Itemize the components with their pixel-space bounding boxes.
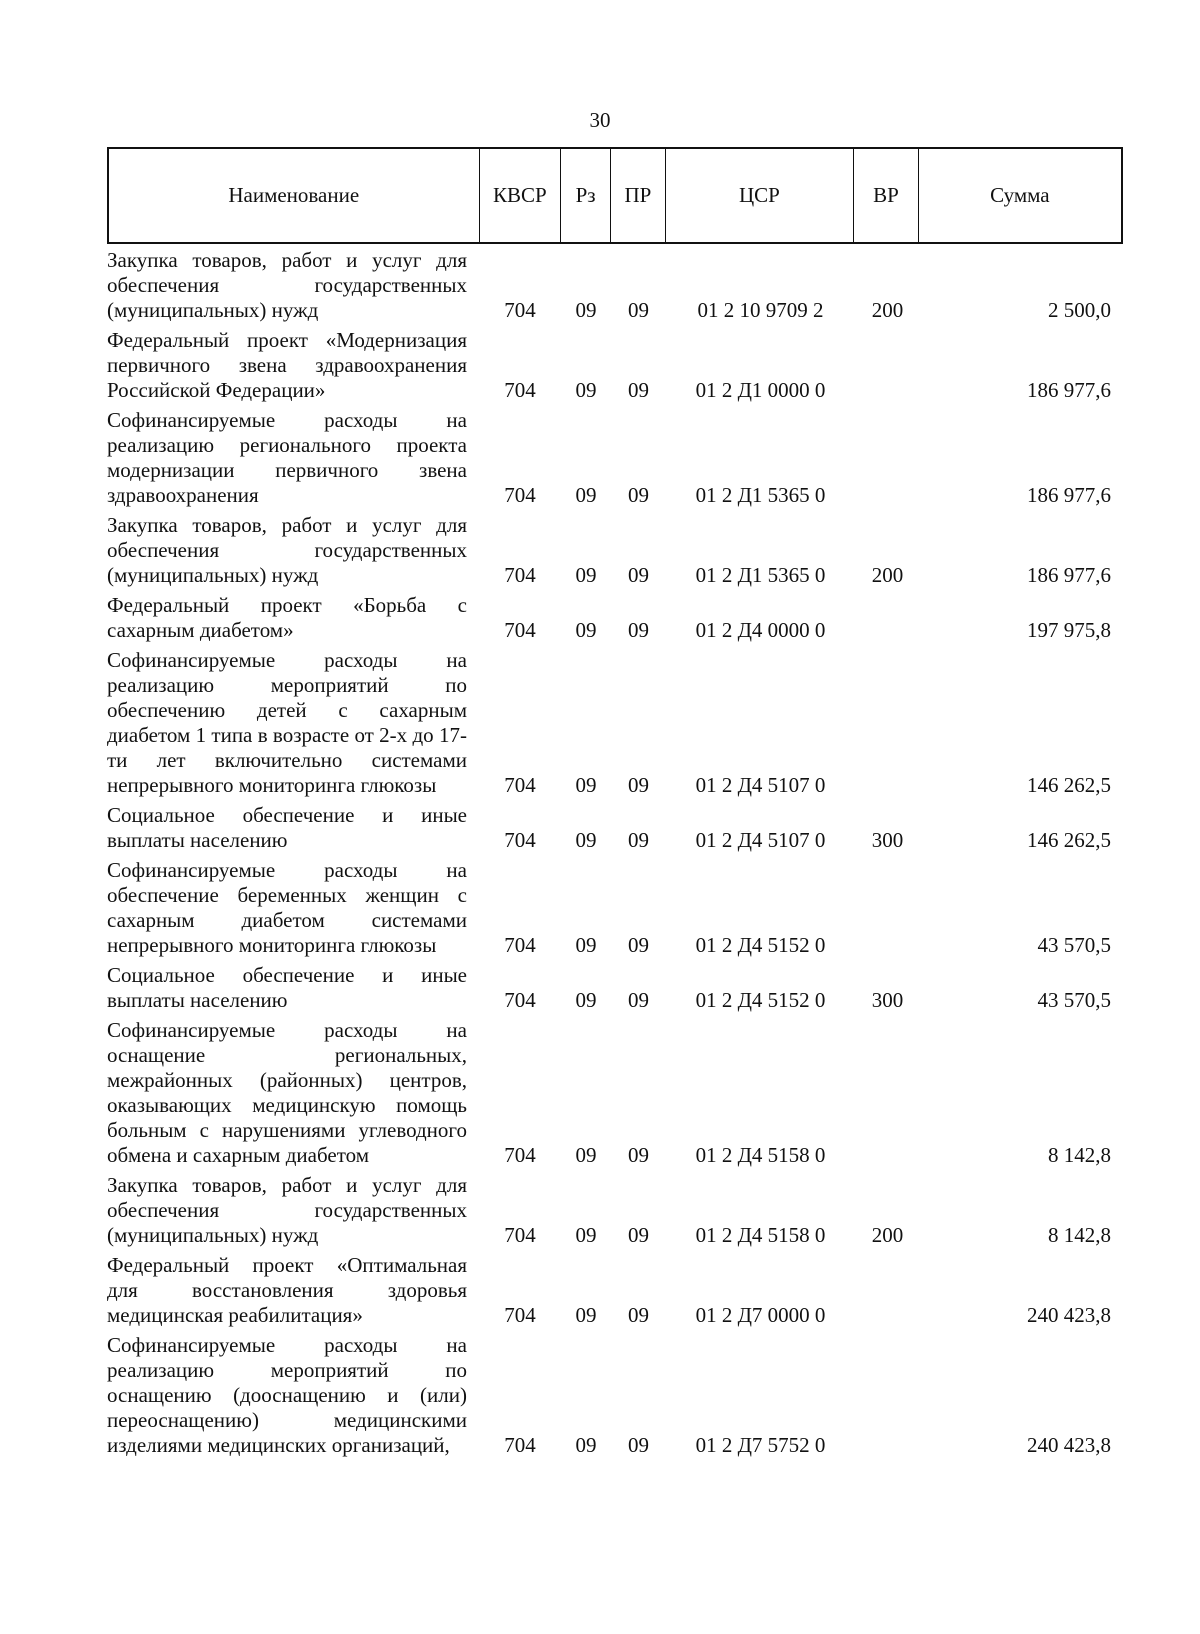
- row-csr: 01 2 Д4 5158 0: [695, 1143, 826, 1167]
- row-pr: 09: [628, 1223, 649, 1247]
- table-header: [107, 147, 1123, 244]
- row-vr: 300: [871, 988, 904, 1012]
- row-kvsr: 704: [504, 378, 536, 402]
- row-rz: 09: [575, 483, 597, 507]
- budget-table: [107, 147, 1123, 1463]
- row-sum: 240 423,8: [1027, 1303, 1111, 1327]
- row-pr: 09: [628, 773, 649, 797]
- row-csr: 01 2 Д4 5152 0: [695, 988, 826, 1012]
- row-rz: 09: [575, 988, 597, 1012]
- row-rz: 09: [575, 1143, 597, 1167]
- table-row: [107, 1333, 1123, 1458]
- row-sum: 8 142,8: [1048, 1223, 1111, 1247]
- row-rz: 09: [575, 298, 597, 322]
- row-vr: 200: [871, 563, 904, 587]
- row-csr: 01 2 Д7 5752 0: [695, 1433, 826, 1457]
- row-csr: 01 2 Д1 5365 0: [695, 563, 826, 587]
- row-rz: 09: [575, 1303, 597, 1327]
- table-row: [107, 593, 1123, 643]
- row-name: Федеральный проект «Оптимальная для восстановления здоровья медицинская реабилитация»: [107, 1253, 467, 1327]
- row-csr: 01 2 Д4 0000 0: [695, 618, 826, 642]
- row-sum: 43 570,5: [1037, 933, 1111, 957]
- row-kvsr: 704: [504, 483, 536, 507]
- header-csr: ЦСР: [666, 149, 854, 242]
- row-rz: 09: [575, 1223, 597, 1247]
- page-number: 30: [589, 108, 611, 132]
- row-kvsr: 704: [504, 1303, 536, 1327]
- header-kvsr: КВСР: [480, 149, 562, 242]
- row-sum: 186 977,6: [1027, 563, 1111, 587]
- row-sum: 197 975,8: [1027, 618, 1111, 642]
- row-vr: 200: [871, 298, 904, 322]
- row-pr: 09: [628, 988, 649, 1012]
- row-name: Софинансируемые расходы на оснащение региональных, межрайонных (районных) центров, оказывающих медицинскую помощь больным с нарушениями углеводного обмена и сахарным диабетом: [107, 1018, 467, 1167]
- row-rz: 09: [575, 773, 597, 797]
- row-sum: 146 262,5: [1027, 828, 1111, 852]
- row-kvsr: 704: [504, 1223, 536, 1247]
- row-name: Закупка товаров, работ и услуг для обеспечения государственных (муниципальных) нужд: [107, 248, 467, 322]
- header-rz: Рз: [561, 149, 611, 242]
- row-csr: 01 2 Д7 0000 0: [695, 1303, 826, 1327]
- row-sum: 43 570,5: [1037, 988, 1111, 1012]
- row-csr: 01 2 Д4 5152 0: [695, 933, 826, 957]
- row-name: Софинансируемые расходы на реализацию мероприятий по обеспечению детей с сахарным диабетом 1 типа в возрасте от 2-х до 17-ти лет включительно системами непрерывного мониторинга глюкозы: [107, 648, 467, 797]
- table-row: [107, 248, 1123, 323]
- row-csr: 01 2 Д4 5158 0: [695, 1223, 826, 1247]
- row-pr: 09: [628, 1303, 649, 1327]
- row-rz: 09: [575, 618, 597, 642]
- table-row: [107, 1253, 1123, 1328]
- row-pr: 09: [628, 1143, 649, 1167]
- row-kvsr: 704: [504, 1433, 536, 1457]
- header-sum: Сумма: [990, 183, 1050, 207]
- row-sum: 2 500,0: [1048, 298, 1111, 322]
- row-sum: 240 423,8: [1027, 1433, 1111, 1457]
- row-name: Закупка товаров, работ и услуг для обеспечения государственных (муниципальных) нужд: [107, 513, 467, 587]
- row-pr: 09: [628, 618, 649, 642]
- row-kvsr: 704: [504, 563, 536, 587]
- row-pr: 09: [628, 563, 649, 587]
- table-row: [107, 1173, 1123, 1248]
- row-rz: 09: [575, 1433, 597, 1457]
- row-kvsr: 704: [504, 828, 536, 852]
- header-pr: ПР: [611, 149, 666, 242]
- row-kvsr: 704: [504, 988, 536, 1012]
- header-vr: ВР: [854, 149, 919, 242]
- row-name: Софинансируемые расходы на обеспечение беременных женщин с сахарным диабетом системами непрерывного мониторинга глюкозы: [107, 858, 467, 957]
- header-name: Наименование: [109, 149, 480, 242]
- row-name: Закупка товаров, работ и услуг для обеспечения государственных (муниципальных) нужд: [107, 1173, 467, 1247]
- table-row: [107, 648, 1123, 798]
- row-pr: 09: [628, 1433, 649, 1457]
- row-name: Софинансируемые расходы на реализацию мероприятий по оснащению (дооснащению и (или) переоснащению) медицинскими изделиями медицинских организаций,: [107, 1333, 467, 1457]
- table-row: [107, 803, 1123, 853]
- row-sum: 186 977,6: [1027, 378, 1111, 402]
- row-pr: 09: [628, 298, 649, 322]
- row-name: Софинансируемые расходы на реализацию регионального проекта модернизации первичного звена здравоохранения: [107, 408, 467, 507]
- row-pr: 09: [628, 378, 649, 402]
- row-rz: 09: [575, 828, 597, 852]
- row-kvsr: 704: [504, 773, 536, 797]
- row-kvsr: 704: [504, 1143, 536, 1167]
- row-vr: 200: [871, 1223, 904, 1247]
- row-rz: 09: [575, 378, 597, 402]
- row-csr: 01 2 Д1 5365 0: [695, 483, 826, 507]
- table-row: [107, 963, 1123, 1013]
- row-csr: 01 2 10 9709 2: [697, 298, 824, 322]
- row-sum: 186 977,6: [1027, 483, 1111, 507]
- row-name: Федеральный проект «Модернизация первичного звена здравоохранения Российской Федерации»: [107, 328, 467, 402]
- row-pr: 09: [628, 828, 649, 852]
- row-kvsr: 704: [504, 298, 536, 322]
- table-row: [107, 408, 1123, 508]
- row-sum: 146 262,5: [1027, 773, 1111, 797]
- row-sum: 8 142,8: [1048, 1143, 1111, 1167]
- row-name: Федеральный проект «Борьба с сахарным диабетом»: [107, 593, 467, 642]
- row-kvsr: 704: [504, 933, 536, 957]
- table-row: [107, 1018, 1123, 1168]
- row-csr: 01 2 Д1 0000 0: [695, 378, 826, 402]
- table-body: [107, 244, 1123, 1458]
- row-name: Социальное обеспечение и иные выплаты населению: [107, 803, 467, 852]
- table-row: [107, 513, 1123, 588]
- row-csr: 01 2 Д4 5107 0: [695, 773, 826, 797]
- row-name: Социальное обеспечение и иные выплаты населению: [107, 963, 467, 1012]
- row-rz: 09: [575, 933, 597, 957]
- row-kvsr: 704: [504, 618, 536, 642]
- table-row: [107, 328, 1123, 403]
- table-row: [107, 858, 1123, 958]
- row-pr: 09: [628, 933, 649, 957]
- row-pr: 09: [628, 483, 649, 507]
- row-vr: 300: [871, 828, 904, 852]
- row-csr: 01 2 Д4 5107 0: [695, 828, 826, 852]
- row-rz: 09: [575, 563, 597, 587]
